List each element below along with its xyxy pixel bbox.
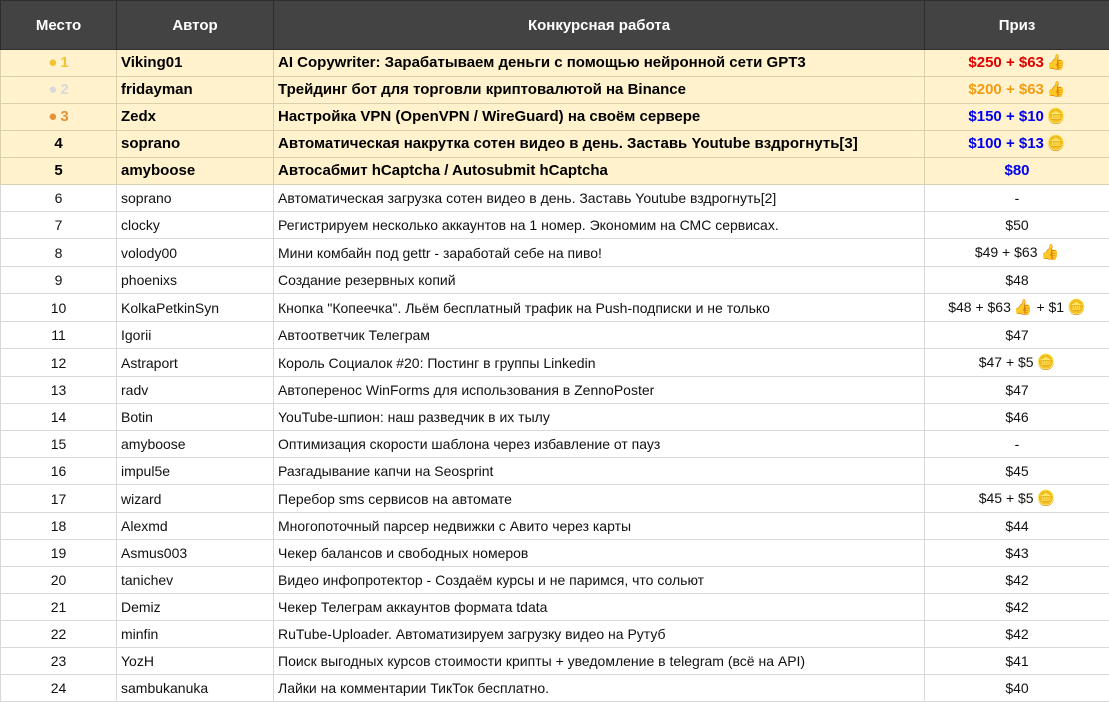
header-work[interactable]: Конкурсная работа [274,1,925,50]
work-cell[interactable]: Трейдинг бот для торговли криптовалютой на Binance [274,77,925,104]
author-cell[interactable]: Zedx [117,104,274,131]
work-cell[interactable]: Видео инфопротектор - Создаём курсы и не паримся, что сольют [274,567,925,594]
prize-cell [925,540,1109,567]
table-row[interactable] [1,349,1109,377]
place-number: 14 [51,409,67,425]
prize-cell [925,239,1109,267]
prize-value: - [1015,190,1020,206]
prize-cell [925,431,1109,458]
work-cell[interactable]: Автосабмит hCaptcha / Autosubmit hCaptcha [274,158,925,185]
prize-cell [925,322,1109,349]
place-cell [1,322,117,349]
author-cell[interactable]: Botin [117,404,274,431]
header-author[interactable]: Автор [117,1,274,50]
place-cell [1,431,117,458]
prize-value: $48 + $63 [948,299,1011,315]
table-row[interactable] [1,540,1109,567]
table-row[interactable] [1,377,1109,404]
coin-icon: 🪙 [1047,131,1066,157]
place-cell [1,458,117,485]
table-row[interactable] [1,675,1109,702]
prize-value: $250 + $63 [968,54,1044,71]
work-cell[interactable]: Поиск выгодных курсов стоимости крипты + уведомление в telegram (всё на API) [274,648,925,675]
coin-icon: 🪙 [1067,295,1086,321]
author-cell[interactable]: impul5e [117,458,274,485]
author-cell[interactable]: KolkaPetkinSyn [117,294,274,322]
table-row[interactable] [1,267,1109,294]
prize-value: $49 + $63 [975,244,1038,260]
place-cell [1,540,117,567]
author-cell[interactable]: volody00 [117,239,274,267]
table-row[interactable] [1,239,1109,267]
place-number: 16 [51,463,67,479]
work-cell[interactable]: Оптимизация скорости шаблона через избавление от пауз [274,431,925,458]
work-cell[interactable]: Мини комбайн под gettr - заработай себе на пиво! [274,239,925,267]
prize-value: $43 [1005,545,1028,561]
prize-cell [925,404,1109,431]
table-row[interactable] [1,458,1109,485]
place-number: 3 [60,108,68,125]
table-row[interactable] [1,431,1109,458]
place-number: 13 [51,382,67,398]
place-cell [1,513,117,540]
place-cell [1,131,117,158]
author-cell[interactable]: phoenixs [117,267,274,294]
prize-value: $47 [1005,382,1028,398]
table-row[interactable] [1,404,1109,431]
prize-value: $40 [1005,680,1028,696]
author-cell[interactable]: Asmus003 [117,540,274,567]
table-row[interactable] [1,50,1109,77]
author-cell[interactable]: tanichev [117,567,274,594]
thumbs-up-icon: 👍 [1014,295,1033,321]
table-row[interactable] [1,77,1109,104]
place-cell [1,621,117,648]
prize-value: $47 + $5 [979,354,1034,370]
coin-icon: 🪙 [1037,350,1056,376]
prize-cell [925,377,1109,404]
author-cell[interactable]: fridayman [117,77,274,104]
place-number: 24 [51,680,67,696]
place-number: 7 [55,217,63,233]
place-cell [1,404,117,431]
place-number: 23 [51,653,67,669]
place-cell [1,675,117,702]
author-cell[interactable]: Igorii [117,322,274,349]
author-cell[interactable]: wizard [117,485,274,513]
thumbs-up-icon: 👍 [1047,77,1066,103]
table-row[interactable] [1,513,1109,540]
work-cell[interactable]: Кнопка "Копеечка". Льём бесплатный трафик на Push-подписки и не только [274,294,925,322]
prize-cell [925,294,1109,322]
place-number: 5 [54,162,62,179]
table-row[interactable] [1,294,1109,322]
author-cell[interactable]: Demiz [117,594,274,621]
header-place[interactable]: Место [1,1,117,50]
author-cell[interactable]: Alexmd [117,513,274,540]
prize-cell [925,131,1109,158]
thumbs-up-icon: 👍 [1040,240,1059,266]
table-row[interactable] [1,621,1109,648]
place-number: 19 [51,545,67,561]
place-cell [1,104,117,131]
prize-value: $47 [1005,327,1028,343]
place-cell [1,267,117,294]
table-row[interactable] [1,212,1109,239]
author-cell[interactable]: amyboose [117,431,274,458]
place-cell [1,594,117,621]
place-number: 18 [51,518,67,534]
prize-value: $46 [1005,409,1028,425]
prize-cell [925,648,1109,675]
prize-cell [925,675,1109,702]
prize-cell [925,104,1109,131]
table-row[interactable] [1,158,1109,185]
header-prize[interactable]: Приз [925,1,1109,50]
table-row[interactable] [1,322,1109,349]
place-number: 10 [51,300,67,316]
work-cell[interactable]: Автоматическая накрутка сотен видео в день. Заставь Youtube вздрогнуть[3] [274,131,925,158]
author-cell[interactable]: Astraport [117,349,274,377]
prize-cell [925,567,1109,594]
place-cell [1,349,117,377]
prize-value: $200 + $63 [968,81,1044,98]
header-row [1,1,1109,50]
place-cell [1,77,117,104]
work-cell[interactable]: Чекер балансов и свободных номеров [274,540,925,567]
place-number: 15 [51,436,67,452]
work-cell[interactable]: Чекер Телеграм аккаунтов формата tdata [274,594,925,621]
prize-cell [925,513,1109,540]
prize-cell [925,185,1109,212]
table-row[interactable] [1,648,1109,675]
author-cell[interactable]: sambukanuka [117,675,274,702]
place-number: 22 [51,626,67,642]
prize-value: $42 [1005,626,1028,642]
prize-cell [925,485,1109,513]
work-cell[interactable]: RuTube-Uploader. Автоматизируем загрузку видео на Рутуб [274,621,925,648]
place-number: 2 [60,81,68,98]
table-row[interactable] [1,594,1109,621]
prize-cell [925,267,1109,294]
prize-value: - [1015,436,1020,452]
place-cell [1,567,117,594]
prize-value: $44 [1005,518,1028,534]
place-number: 1 [60,54,68,71]
table-row[interactable] [1,185,1109,212]
prize-extra: + $1 [1036,299,1064,315]
author-cell[interactable]: soprano [117,185,274,212]
work-cell[interactable]: YouTube-шпион: наш разведчик в их тылу [274,404,925,431]
work-cell[interactable]: Создание резервных копий [274,267,925,294]
prize-cell [925,621,1109,648]
author-cell[interactable]: amyboose [117,158,274,185]
author-cell[interactable]: YozH [117,648,274,675]
table-row[interactable] [1,567,1109,594]
place-cell [1,158,117,185]
place-number: 11 [51,327,66,343]
author-cell[interactable]: minfin [117,621,274,648]
medal-icon: ● [48,81,57,98]
place-cell [1,239,117,267]
place-number: 17 [51,491,67,507]
work-cell[interactable]: Настройка VPN (OpenVPN / WireGuard) на своём сервере [274,104,925,131]
prize-value: $48 [1005,272,1028,288]
place-number: 9 [55,272,63,288]
prize-cell [925,50,1109,77]
coin-icon: 🪙 [1047,104,1066,130]
prize-cell [925,594,1109,621]
place-cell [1,377,117,404]
work-cell[interactable]: Автоматическая загрузка сотен видео в день. Заставь Youtube вздрогнуть[2] [274,185,925,212]
work-cell[interactable]: Король Социалок #20: Постинг в группы Linkedin [274,349,925,377]
place-number: 21 [51,599,67,615]
place-number: 4 [54,135,62,152]
place-number: 8 [55,245,63,261]
place-cell [1,212,117,239]
work-cell[interactable]: AI Copywriter: Зарабатываем деньги с помощью нейронной сети GPT3 [274,50,925,77]
place-cell [1,485,117,513]
author-cell[interactable]: Viking01 [117,50,274,77]
place-cell [1,648,117,675]
prize-cell [925,458,1109,485]
prize-value: $45 [1005,463,1028,479]
author-cell[interactable]: soprano [117,131,274,158]
place-cell [1,294,117,322]
table-body [1,50,1109,702]
author-cell[interactable]: clocky [117,212,274,239]
prize-cell [925,349,1109,377]
prize-value: $45 + $5 [979,490,1034,506]
author-cell[interactable]: radv [117,377,274,404]
work-cell[interactable]: Многопоточный парсер недвижки с Авито через карты [274,513,925,540]
coin-icon: 🪙 [1037,486,1056,512]
prize-cell [925,212,1109,239]
prize-value: $42 [1005,599,1028,615]
prize-value: $150 + $10 [968,108,1044,125]
place-number: 12 [51,355,67,371]
thumbs-up-icon: 👍 [1047,50,1066,76]
table-row[interactable] [1,485,1109,513]
work-cell[interactable]: Автоперенос WinForms для использования в ZennoPoster [274,377,925,404]
medal-icon: ● [48,54,57,71]
work-cell[interactable]: Регистрируем несколько аккаунтов на 1 номер. Экономим на СМС сервисах. [274,212,925,239]
work-cell[interactable]: Автоответчик Телеграм [274,322,925,349]
place-cell [1,50,117,77]
medal-icon: ● [48,108,57,125]
table-row[interactable] [1,131,1109,158]
prize-value: $50 [1005,217,1028,233]
table-row[interactable] [1,104,1109,131]
work-cell[interactable]: Разгадывание капчи на Seosprint [274,458,925,485]
prize-cell [925,77,1109,104]
place-cell [1,185,117,212]
prize-value: $42 [1005,572,1028,588]
prize-value: $80 [1004,162,1029,179]
prize-value: $100 + $13 [968,135,1044,152]
prize-value: $41 [1005,653,1028,669]
work-cell[interactable]: Перебор sms сервисов на автомате [274,485,925,513]
place-number: 20 [51,572,67,588]
work-cell[interactable]: Лайки на комментарии ТикТок бесплатно. [274,675,925,702]
place-number: 6 [55,190,63,206]
prize-cell [925,158,1109,185]
